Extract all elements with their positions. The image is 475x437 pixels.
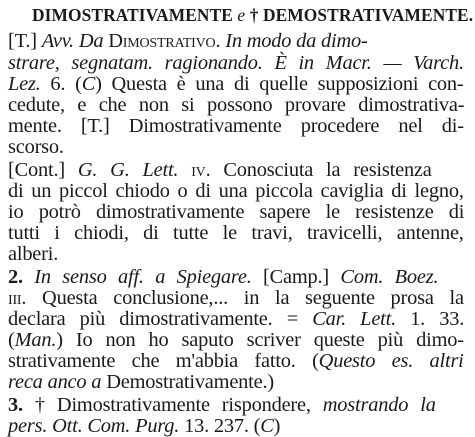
- entry-text: . Questa conclusione,... in la seguente prosa la: [21, 287, 464, 309]
- entry-line: [8, 330, 464, 350]
- italic-text: G. G. Lett.: [77, 159, 179, 181]
- entry-line: [8, 160, 432, 180]
- entry-line: [8, 288, 464, 308]
- entry-text: [T.]: [8, 30, 42, 52]
- entry-text: † Dimostrativamente rispondere,: [22, 394, 323, 416]
- entry-text: scorso.: [8, 136, 64, 158]
- italic-text: Lez.: [8, 73, 41, 95]
- sense-number: 2.: [8, 266, 23, 288]
- entry-text: di un piccol chiodo o di una piccola caviglia di legno,: [8, 180, 464, 202]
- entry-line: [8, 95, 464, 115]
- entry-line: [8, 309, 464, 329]
- entry-text: . Conosciuta la resistenza: [205, 159, 432, 181]
- entry-line: [8, 31, 368, 51]
- italic-text: Avv. Da: [41, 30, 109, 52]
- entry-line: [8, 244, 58, 264]
- entry-text: 6. (: [40, 73, 82, 95]
- entry-line: [8, 53, 464, 73]
- entry-line: [8, 116, 464, 136]
- entry-text: 1. 33.: [396, 308, 465, 330]
- entry-line: [8, 137, 64, 157]
- italic-text: reca anco a: [8, 371, 102, 393]
- entry-line: [8, 223, 464, 243]
- entry-line: [8, 267, 438, 287]
- entry-line: [8, 372, 274, 392]
- entry-text: .: [215, 30, 226, 52]
- entry-text: Demostrativamente.): [101, 371, 274, 393]
- italic-text: mostrando la: [322, 394, 436, 416]
- entry-text: cedute, e che non si possono provare dimostrativa-: [8, 94, 465, 116]
- entry-text: ) Io non ho saputo scriver queste più dimo-: [56, 329, 464, 351]
- entry-text: [Camp.]: [251, 266, 341, 288]
- entry-text: tutti i chiodi, di tutte le travi, travicelli, antenne,: [8, 222, 464, 244]
- italic-text: C: [260, 415, 274, 437]
- entry-text: io potrò dimostrativamente sapere le resistenze di: [8, 201, 465, 223]
- variant-headword: DEMOSTRATIVAMENTE.: [262, 5, 474, 25]
- entry-text: strativamente che m'abbia fatto. (: [8, 350, 319, 372]
- italic-text: In modo da dimo-: [225, 30, 368, 52]
- entry-text: ) Questa è una di quelle supposizioni con-: [95, 73, 464, 95]
- entry-text: Dimostrativo: [108, 30, 216, 52]
- heading-conjunction: e: [237, 5, 246, 25]
- italic-text: In senso aff. a Spiegare.: [22, 266, 252, 288]
- entry-text: iii: [8, 287, 22, 309]
- italic-text: pers. Ott. Com. Purg.: [8, 415, 180, 437]
- entry-text: mente. [T.] Dimostrativamente procedere nel di-: [8, 115, 464, 137]
- sense-number: 3.: [8, 394, 23, 416]
- entry-line: [8, 74, 464, 94]
- entry-text: (: [8, 329, 15, 351]
- italic-text: strare, segnatam. ragionando. È in Macr. — Varch.: [8, 52, 464, 74]
- italic-text: Questo es. altri: [318, 350, 464, 372]
- entry-line: [8, 351, 464, 371]
- entry-line: [8, 395, 436, 415]
- entry-heading: [32, 7, 473, 25]
- entry-text: alberi.: [8, 243, 59, 265]
- entry-text: 13. 237. (: [179, 415, 261, 437]
- entry-text: declara più dimostrativamente. =: [8, 308, 313, 330]
- entry-line: [8, 416, 280, 436]
- headword: DIMOSTRATIVAMENTE: [32, 5, 233, 25]
- italic-text: C: [81, 73, 96, 95]
- entry-line: [8, 202, 464, 222]
- italic-text: Com. Boez.: [340, 266, 439, 288]
- entry-text: ): [273, 415, 281, 437]
- entry-text: [Cont.]: [8, 159, 78, 181]
- italic-text: Car. Lett.: [312, 308, 396, 330]
- entry-line: [8, 181, 464, 201]
- entry-text: iv: [178, 159, 206, 181]
- italic-text: Man.: [14, 329, 57, 351]
- dagger-mark: †: [249, 5, 259, 25]
